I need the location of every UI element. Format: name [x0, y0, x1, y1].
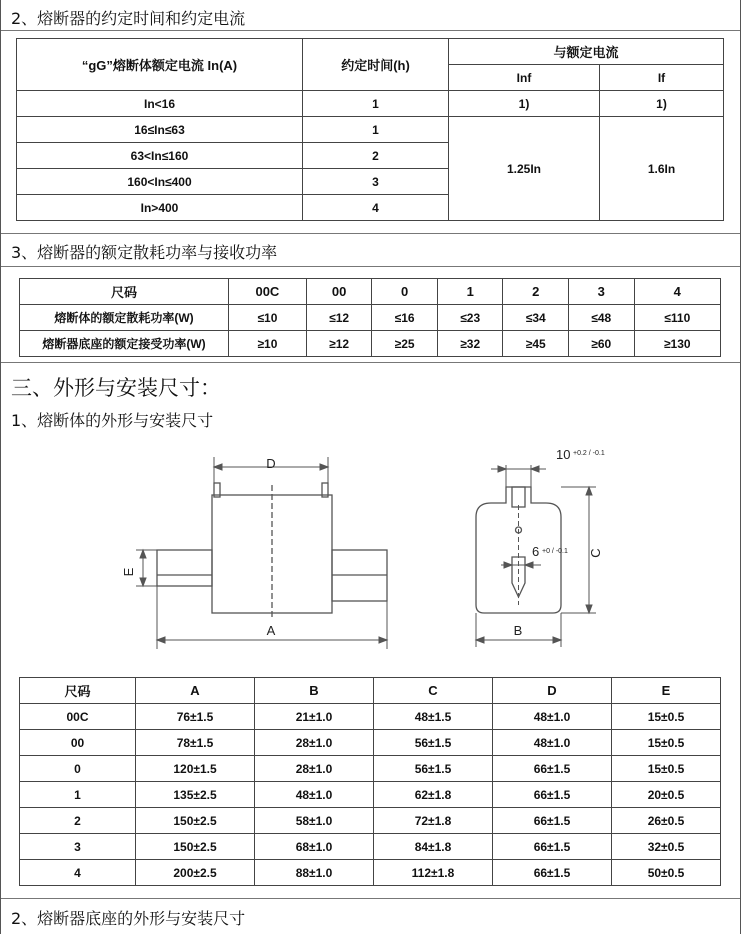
divider	[1, 266, 740, 267]
table-row: 00 78±1.5 28±1.0 56±1.5 48±1.0 15±0.5	[20, 730, 721, 756]
table-row: 0 120±1.5 28±1.0 56±1.5 66±1.5 15±0.5	[20, 756, 721, 782]
table-row: In>400 4	[17, 195, 724, 221]
table-row: 00C 76±1.5 21±1.0 48±1.5 48±1.0 15±0.5	[20, 704, 721, 730]
col-if: If	[600, 65, 724, 91]
merged-if-value: 1.6In	[600, 117, 724, 221]
dim-tolerance-10: +0.2 / -0.1	[573, 450, 605, 457]
table-row: 16≤In≤63 1 1.25In 1.6In	[17, 117, 724, 143]
section-title-power: 3、熔断器的额定散耗功率与接收功率	[11, 243, 278, 262]
divider	[1, 362, 740, 363]
dimension-table: 尺码 A B C D E 00C 76±1.5 21±1.0 48±1.5 48±1.0 15±0.5 00 78±1.5 28±1.0 56±1.5 48±1.0 15±0.5 0 120±1.5 28±1.0 56±1.5 66±1.5 15±0.5 1 135±2.5 48±1.0 62±1.8 66±1.5 20±0.5 2 150±2.5 58±1.0 72±1.8 66±1.5 26±0.5 3 150±2.5 68±1.0 84±1.8 66±1.5 32±0.5 4 200±2.5 88±1.0 112±1.8 66±1.5 50±0.5	[19, 677, 721, 886]
col-conventional-time: 约定时间(h)	[303, 39, 449, 91]
dim-label-D: D	[266, 456, 276, 471]
table-row: 熔断体的额定散耗功率(W) ≤10 ≤12 ≤16 ≤23 ≤34 ≤48 ≤110	[20, 305, 721, 331]
conventional-time-table	[16, 38, 724, 221]
col-inf: Inf	[449, 65, 600, 91]
divider	[1, 233, 740, 234]
dim-label-B: B	[513, 623, 523, 638]
table-row: 160<In≤400 3	[17, 169, 724, 195]
table-row: 4 200±2.5 88±1.0 112±1.8 66±1.5 50±0.5	[20, 860, 721, 886]
table-row: 63<In≤160 2	[17, 143, 724, 169]
power-table: 尺码 00C 00 0 1 2 3 4 熔断体的额定散耗功率(W) ≤10 ≤12 ≤16 ≤23 ≤34 ≤48 ≤110 熔断器底座的额定接受功率(W) ≥10 ≥12 ≥25 ≥32 ≥45 ≥60 ≥130	[19, 278, 721, 357]
table-row: 3 150±2.5 68±1.0 84±1.8 66±1.5 32±0.5	[20, 834, 721, 860]
divider	[1, 898, 740, 899]
left-blade	[157, 550, 212, 586]
table-row: In<16 1 1) 1)	[17, 91, 724, 117]
section-title-conventional-time: 2、熔断器的约定时间和约定电流	[11, 9, 246, 28]
dim-label-A: A	[266, 623, 276, 638]
fuse-dimension-drawing	[1, 435, 740, 665]
divider	[1, 30, 740, 31]
col-group-rated-current: 与额定电流	[449, 39, 724, 65]
dim-label-10: 10	[556, 447, 571, 462]
col-rated-current: “gG”熔断体额定电流 In(A)	[17, 39, 303, 91]
dim-label-E: E	[121, 567, 136, 577]
main-section-title: 三、外形与安装尺寸：	[11, 376, 221, 400]
table-row: 熔断器底座的额定接受功率(W) ≥10 ≥12 ≥25 ≥32 ≥45 ≥60 ≥130	[20, 331, 721, 357]
dim-tolerance-6: +0 / -0.1	[542, 548, 568, 555]
table-row: 1 135±2.5 48±1.0 62±1.8 66±1.5 20±0.5	[20, 782, 721, 808]
merged-inf-value: 1.25In	[449, 117, 600, 221]
section-title-body-dimensions: 1、熔断体的外形与安装尺寸	[11, 411, 214, 430]
dim-label-C: C	[588, 548, 603, 558]
section-title-base-dimensions: 2、熔断器底座的外形与安装尺寸	[11, 909, 246, 928]
table-row: 2 150±2.5 58±1.0 72±1.8 66±1.5 26±0.5	[20, 808, 721, 834]
dim-label-6: 6	[532, 544, 540, 559]
